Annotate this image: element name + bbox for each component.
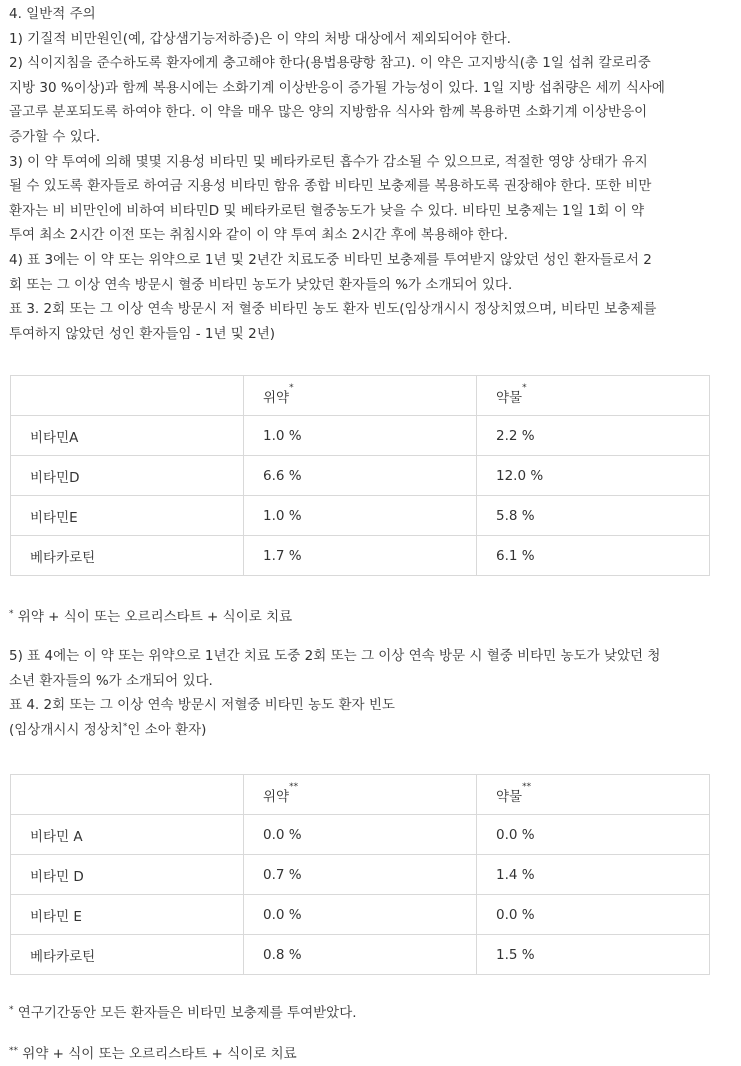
paragraph-line: 3) 이 약 투여에 의해 몇몇 지용성 비타민 및 베타카로틴 흡수가 감소될 수 있으므로, 적절한 영양 상태가 유지	[9, 153, 648, 170]
table-row	[11, 855, 710, 895]
percent-cell: 0.7 %	[244, 855, 477, 895]
table-row	[11, 456, 710, 496]
header-label: 약물	[496, 788, 523, 805]
paragraph-line: 투여 최소 2시간 이전 또는 취침시와 같이 이 약 투여 최소 2시간 후에 복용해야 한다.	[9, 227, 508, 244]
table-header-cell	[11, 775, 244, 815]
paragraph-line: 회 또는 그 이상 연속 방문시 혈중 비타민 농도가 낮았던 환자들의 %가 소개되어 있다.	[9, 276, 513, 293]
table4-footnote-1	[9, 1001, 731, 1026]
percent-cell: 1.4 %	[477, 855, 710, 895]
paragraph-line: 5) 표 4에는 이 약 또는 위약으로 1년간 치료 도중 2회 또는 그 이상 연속 방문 시 혈중 비타민 농도가 낮았던 청	[9, 647, 661, 664]
table-header-cell	[244, 775, 477, 815]
paragraph-line: 될 수 있도록 환자들로 하여금 지용성 비타민 함유 종합 비타민 보충제를 복용하도록 권장해야 한다. 또한 비만	[9, 178, 652, 195]
paragraph-line: 2) 식이지침을 준수하도록 환자에게 충고해야 한다(용법용량항 참고). 이 약은 고지방식(총 1일 섭취 칼로리중	[9, 55, 651, 72]
vitamin-name-cell: 비타민 D	[11, 855, 244, 895]
vitamin-name-cell: 베타카로틴	[11, 536, 244, 576]
table-header-cell	[11, 376, 244, 416]
percent-cell: 1.5 %	[477, 935, 710, 975]
percent-cell: 6.6 %	[244, 456, 477, 496]
table-header-row	[11, 775, 710, 815]
header-label: 약물	[496, 389, 523, 406]
vitamin-name-cell: 비타민 A	[11, 815, 244, 855]
percent-cell: 0.0 %	[477, 895, 710, 935]
table4-footnote-2	[9, 1042, 731, 1066]
section-heading: 4. 일반적 주의	[9, 6, 96, 22]
footnote-marker: *	[9, 1005, 14, 1016]
vitamin-name-cell: 비타민A	[11, 416, 244, 456]
percent-cell: 1.0 %	[244, 416, 477, 456]
table-row	[11, 416, 710, 456]
paragraph-line: 소년 환자들의 %가 소개되어 있다.	[9, 672, 213, 689]
paragraph-line: 골고루 분포되도록 하여야 한다. 이 약을 매우 많은 양의 지방함유 식사와 함께 복용하면 소화기계 이상반응이	[9, 104, 648, 121]
paragraph-line: 1) 기질적 비만원인(예, 갑상샘기능저하증)은 이 약의 처방 대상에서 제외되어야 한다.	[9, 30, 511, 47]
table-row	[11, 496, 710, 536]
table4-caption-line	[9, 718, 731, 743]
table-header-cell	[477, 376, 710, 416]
footnote-marker: **	[9, 1045, 18, 1056]
percent-cell: 12.0 %	[477, 456, 710, 496]
header-footnote-marker: **	[289, 781, 299, 792]
paragraph-line: 환자는 비 비만인에 비하여 비타민D 및 베타카로틴 혈중농도가 낮을 수 있다. 비타민 보충제는 1일 1회 이 약	[9, 202, 645, 219]
paragraph-line: 4) 표 3에는 이 약 또는 위약으로 1년 및 2년간 치료도중 비타민 보충제를 투여받지 않았던 성인 환자들로서 2	[9, 251, 652, 268]
caption-text: (임상개시시 정상치	[9, 721, 123, 738]
vitamin-name-cell: 비타민D	[11, 456, 244, 496]
paragraph-block	[9, 27, 731, 347]
footnote-text: 연구기간동안 모든 환자들은 비타민 보충제를 투여받았다.	[13, 1005, 357, 1022]
header-footnote-marker: *	[522, 382, 527, 393]
table3-footnote	[9, 605, 731, 630]
vitamin-table-adults	[10, 375, 710, 576]
table-row	[11, 895, 710, 935]
table-row	[11, 536, 710, 576]
header-footnote-marker: *	[289, 382, 294, 393]
header-footnote-marker: **	[522, 781, 532, 792]
table-header-cell	[477, 775, 710, 815]
paragraph-line: 표 4. 2회 또는 그 이상 연속 방문시 저혈중 비타민 농도 환자 빈도	[9, 697, 395, 714]
table-header-row	[11, 376, 710, 416]
caption-marker: *	[122, 721, 128, 732]
header-label: 위약	[263, 389, 290, 406]
percent-cell: 5.8 %	[477, 496, 710, 536]
percent-cell: 0.0 %	[244, 815, 477, 855]
footnote-text: 위약 + 식이 또는 오르리스타트 + 식이로 치료	[18, 1045, 297, 1062]
table-row	[11, 815, 710, 855]
percent-cell: 1.7 %	[244, 536, 477, 576]
paragraph-line: 투여하지 않았던 성인 환자들임 - 1년 및 2년)	[9, 325, 276, 342]
paragraph-5-block	[9, 644, 731, 718]
percent-cell: 1.0 %	[244, 496, 477, 536]
percent-cell: 2.2 %	[477, 416, 710, 456]
footnote-marker: *	[9, 609, 14, 620]
footnote-text: 위약 + 식이 또는 오르리스타트 + 식이로 치료	[13, 609, 293, 626]
paragraph-line: 지방 30 %이상)과 함께 복용시에는 소화기계 이상반응이 증가될 가능성이 있다. 1일 지방 섭취량은 세끼 식사에	[9, 79, 665, 96]
paragraph-line: 표 3. 2회 또는 그 이상 연속 방문시 저 혈중 비타민 농도 환자 빈도(임상개시시 정상치였으며, 비타민 보충제를	[9, 301, 657, 318]
percent-cell: 0.8 %	[244, 935, 477, 975]
percent-cell: 0.0 %	[244, 895, 477, 935]
header-label: 위약	[263, 788, 290, 805]
caption-text-end: 인 소아 환자)	[127, 721, 207, 738]
vitamin-name-cell: 비타민 E	[11, 895, 244, 935]
table-row	[11, 935, 710, 975]
percent-cell: 0.0 %	[477, 815, 710, 855]
percent-cell: 6.1 %	[477, 536, 710, 576]
vitamin-name-cell: 베타카로틴	[11, 935, 244, 975]
table-header-cell	[244, 376, 477, 416]
vitamin-name-cell: 비타민E	[11, 496, 244, 536]
vitamin-table-adolescents	[10, 774, 710, 975]
paragraph-line: 증가할 수 있다.	[9, 128, 101, 145]
